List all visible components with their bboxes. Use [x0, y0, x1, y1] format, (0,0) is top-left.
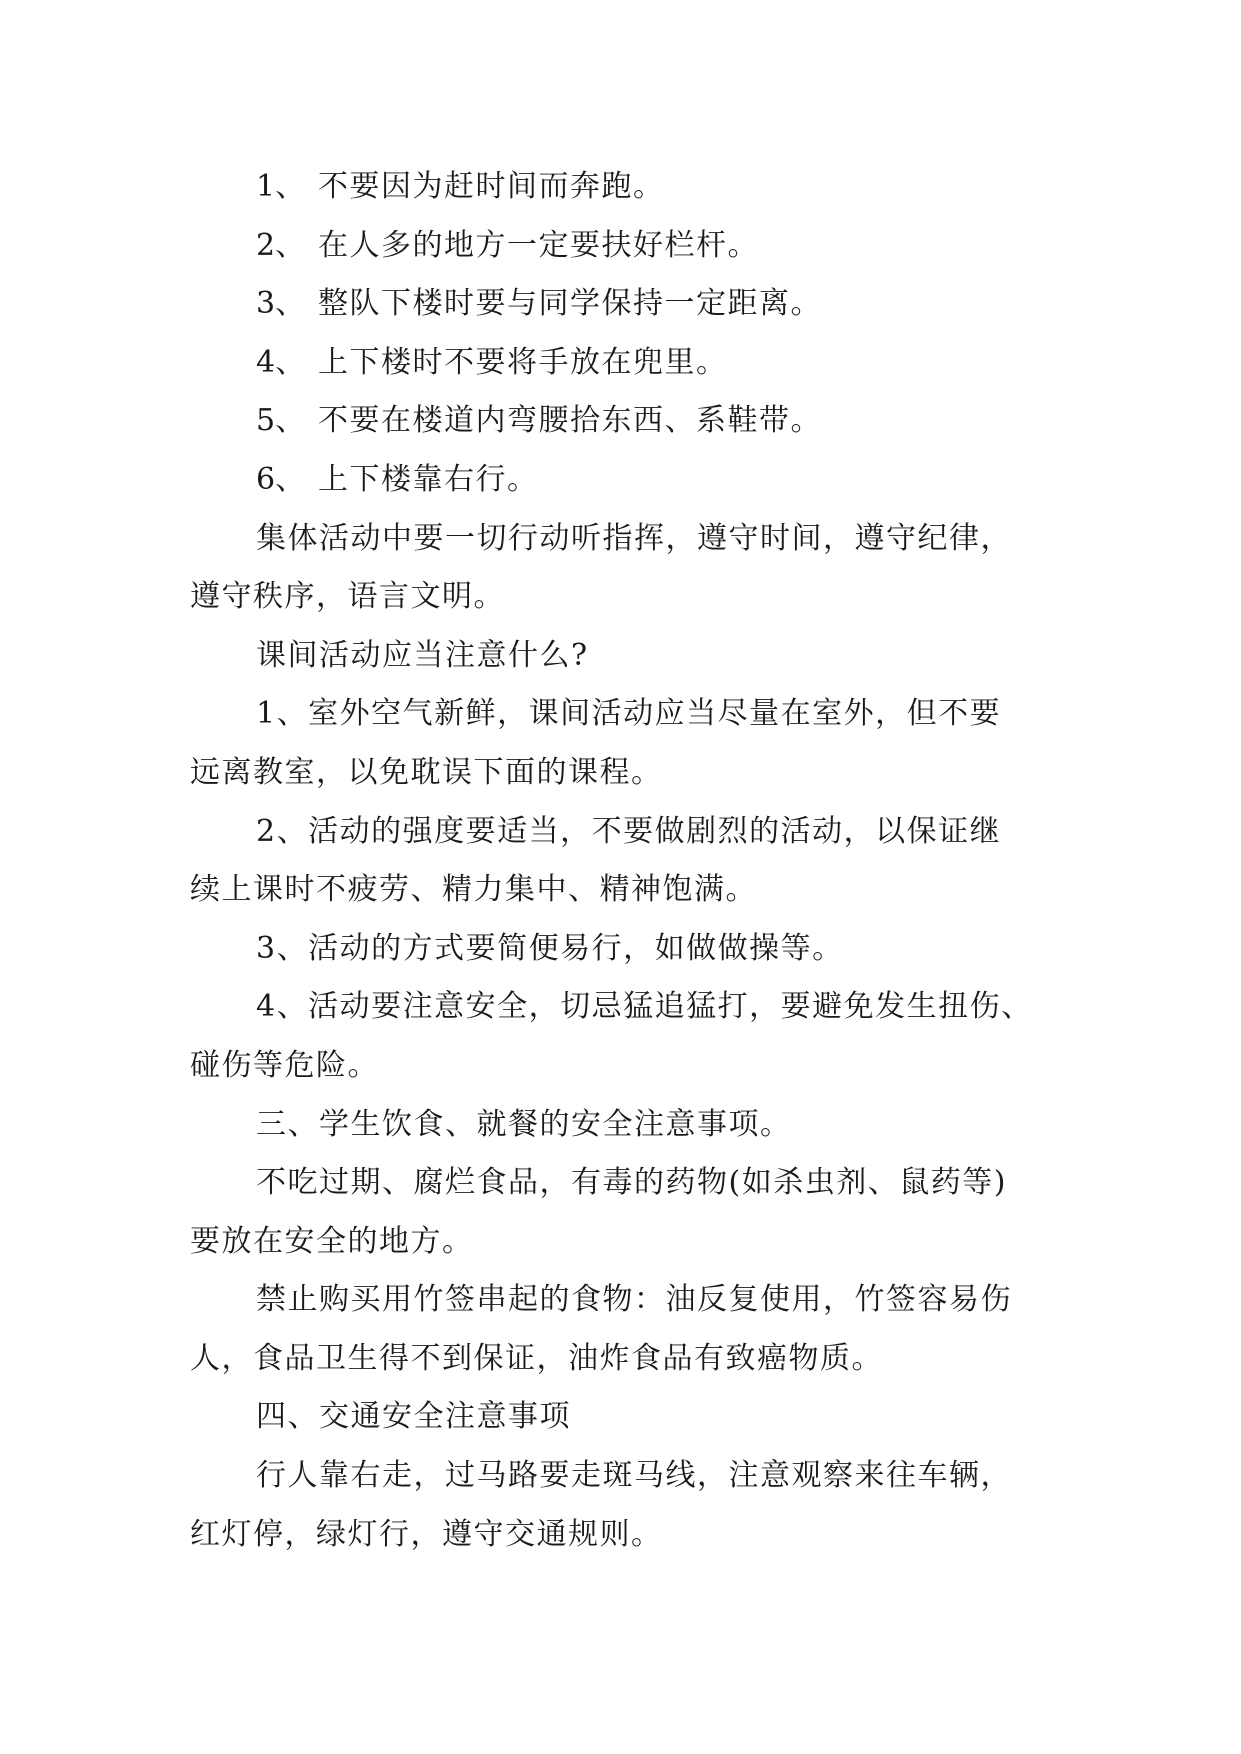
recess-item-1: [190, 685, 1070, 802]
stairs-rule-item: [190, 334, 1070, 393]
document-body: [190, 158, 1070, 1564]
traffic-paragraph: [190, 1447, 1070, 1564]
list-text: 不要在楼道内弯腰拾东西、系鞋带。: [318, 403, 822, 439]
paragraph-line: 禁止购买用竹签串起的食物：油反复使用，竹签容易伤: [256, 1282, 1012, 1318]
paragraph-line: 续上课时不疲劳、精力集中、精神饱满。: [190, 872, 757, 908]
paragraph-line: 人，食品卫生得不到保证，油炸食品有致癌物质。: [190, 1340, 883, 1376]
recess-heading: 课间活动应当注意什么?: [256, 637, 589, 673]
list-number: 4、: [256, 344, 306, 380]
list-number: 3、: [256, 286, 306, 322]
paragraph-line: 2、活动的强度要适当，不要做剧烈的活动，以保证继: [256, 813, 1002, 849]
list-number: 2、: [256, 227, 306, 263]
paragraph-line: 行人靠右走，过马路要走斑马线，注意观察来往车辆，: [256, 1458, 1012, 1494]
recess-item-2: [190, 803, 1070, 920]
list-text: 上下楼靠右行。: [318, 461, 539, 497]
paragraph-line: 红灯停，绿灯行，遵守交通规则。: [190, 1516, 663, 1552]
paragraph-line: 不吃过期、腐烂食品，有毒的药物(如杀虫剂、鼠药等): [256, 1165, 1007, 1201]
list-text: 整队下楼时要与同学保持一定距离。: [318, 286, 822, 322]
list-number: 5、: [256, 403, 306, 439]
food-paragraph-1: [190, 1154, 1070, 1271]
recess-item-4: [190, 978, 1070, 1095]
group-activity-paragraph: [190, 510, 1070, 627]
stairs-rule-item: [190, 217, 1070, 276]
stairs-rule-item: [190, 275, 1070, 334]
section-4-heading: 四、交通安全注意事项: [256, 1399, 571, 1435]
list-text: 在人多的地方一定要扶好栏杆。: [318, 227, 759, 263]
paragraph-line: 集体活动中要一切行动听指挥，遵守时间，遵守纪律，: [256, 520, 1012, 556]
recess-item-3: 3、活动的方式要简便易行，如做做操等。: [256, 930, 844, 966]
food-paragraph-2: [190, 1271, 1070, 1388]
paragraph-line: 远离教室，以免耽误下面的课程。: [190, 754, 663, 790]
stairs-rule-item: [190, 392, 1070, 451]
list-number: 6、: [256, 461, 306, 497]
paragraph-line: 1、室外空气新鲜，课间活动应当尽量在室外，但不要: [256, 696, 1002, 732]
paragraph-line: 碰伤等危险。: [190, 1047, 379, 1083]
list-text: 上下楼时不要将手放在兜里。: [318, 344, 728, 380]
paragraph-line: 要放在安全的地方。: [190, 1223, 474, 1259]
paragraph-line: 遵守秩序，语言文明。: [190, 579, 505, 615]
section-3-heading: 三、学生饮食、就餐的安全注意事项。: [256, 1106, 792, 1142]
paragraph-line: 4、活动要注意安全，切忌猛追猛打，要避免发生扭伤、: [256, 989, 1033, 1025]
stairs-rule-item: [190, 451, 1070, 510]
stairs-rule-item: [190, 158, 1070, 217]
list-text: 不要因为赶时间而奔跑。: [318, 169, 665, 204]
list-number: 1、: [256, 169, 306, 204]
